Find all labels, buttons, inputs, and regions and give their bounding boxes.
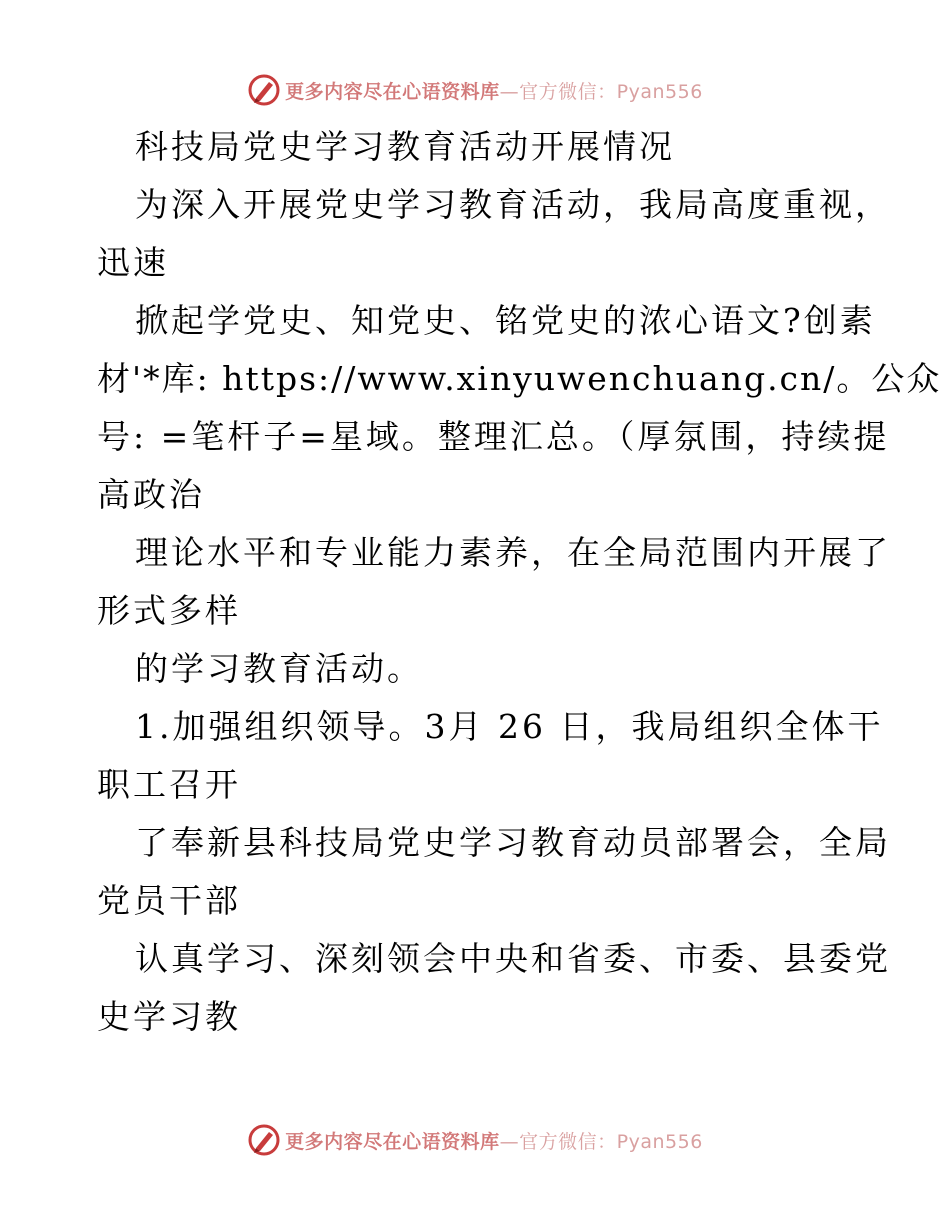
text-line: 高政治 [97, 475, 205, 514]
text-line: 1.加强组织领导。3月 26 日，我局组织全体干 [135, 707, 884, 746]
text-line: 为深入开展党史学习教育活动，我局高度重视， [135, 185, 891, 224]
document-body [97, 118, 942, 1046]
footer-watermark [0, 1120, 950, 1160]
text-line: 形式多样 [97, 591, 241, 630]
text-line: 号: =笔杆子=星域。整理汇总。（厚氛围，持续提 [97, 417, 890, 456]
text-line: 了奉新县科技局党史学习教育动员部署会，全局 [135, 823, 891, 862]
text-line: 职工召开 [97, 765, 241, 804]
watermark-text: 更多内容尽在心语资料库—官方微信：Pyan556 [285, 80, 703, 103]
text-line: 的学习教育活动。 [135, 649, 423, 688]
title-line: 科技局党史学习教育活动开展情况 [135, 127, 675, 166]
text-line: 党员干部 [97, 881, 241, 920]
watermark-text: 更多内容尽在心语资料库—官方微信：Pyan556 [285, 1130, 703, 1153]
text-line: 材'*库: https://www.xinyuwenchuang.cn/。公众 [97, 359, 942, 398]
text-line: 认真学习、深刻领会中央和省委、市委、县委党 [135, 939, 891, 978]
text-line: 史学习教 [97, 997, 241, 1036]
header-watermark [0, 70, 950, 110]
text-line: 理论水平和专业能力素养，在全局范围内开展了 [135, 533, 891, 572]
pen-logo-icon [247, 73, 281, 107]
text-line: 掀起学党史、知党史、铭党史的浓心语文?创素 [135, 301, 876, 340]
pen-logo-icon [247, 1123, 281, 1157]
text-line: 迅速 [97, 243, 169, 282]
